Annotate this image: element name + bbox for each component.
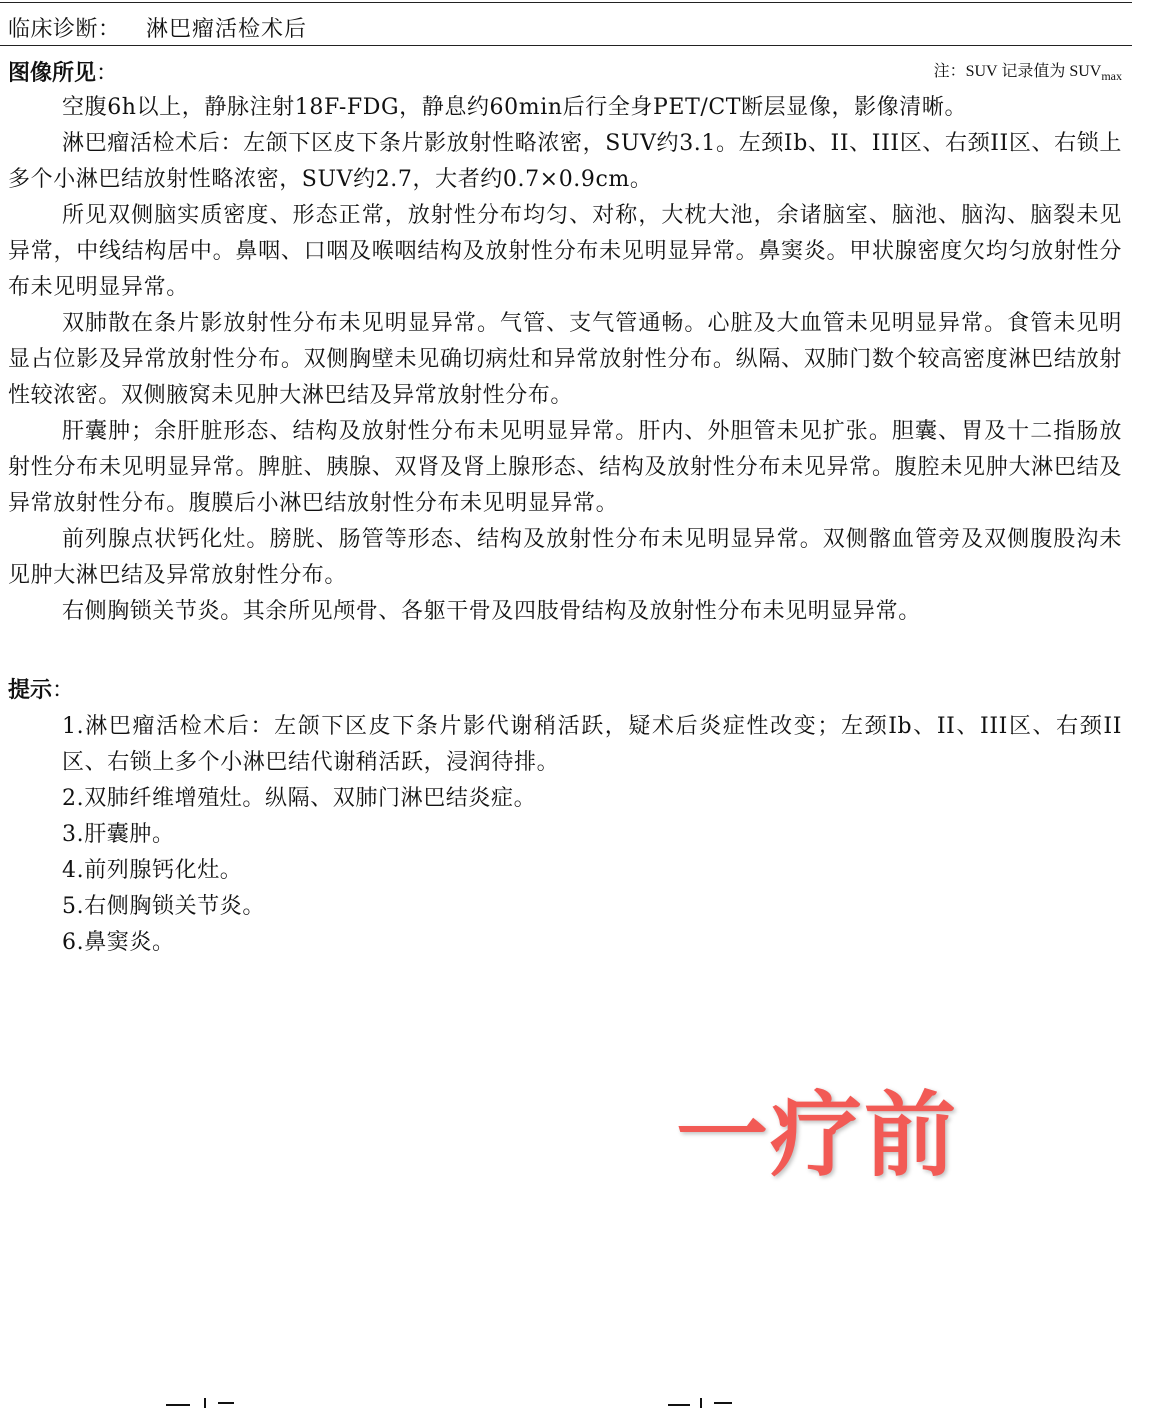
findings-paragraph: 肝囊肿；余肝脏形态、结构及放射性分布未见明显异常。肝内、外胆管未见扩张。胆囊、胃及十二指肠放射性分布未见明显异常。脾脏、胰腺、双肾及肾上腺形态、结构及放射性分布未见异常。腹腔未见肿大淋巴结及异常放射性分布。腹膜后小淋巴结放射性分布未见明显异常。 bbox=[8, 419, 1122, 516]
header-rule bbox=[0, 45, 1132, 46]
clinical-diagnosis-row bbox=[0, 4, 1132, 44]
suv-note bbox=[934, 58, 1122, 84]
findings-heading bbox=[8, 56, 118, 87]
findings-paragraph: 所见双侧脑实质密度、形态正常，放射性分布均匀、对称，大枕大池，余诸脑室、脑池、脑沟、脑裂未见异常，中线结构居中。鼻咽、口咽及喉咽结构及放射性分布未见明显异常。鼻窦炎。甲状腺密度欠均匀放射性分布未见明显异常。 bbox=[8, 203, 1122, 300]
findings-paragraph: 前列腺点状钙化灶。膀胱、肠管等形态、结构及放射性分布未见明显异常。双侧髂血管旁及双侧腹股沟未见肿大淋巴结及异常放射性分布。 bbox=[8, 527, 1122, 588]
hints-heading-colon: ： bbox=[52, 678, 75, 703]
clinical-diagnosis-label: 临床诊断： bbox=[8, 17, 121, 42]
findings-paragraph: 右侧胸锁关节炎。其余所见颅骨、各躯干骨及四肢骨结构及放射性分布未见明显异常。 bbox=[62, 599, 921, 624]
findings-paragraph: 淋巴瘤活检术后：左颌下区皮下条片影放射性略浓密，SUV约3.1。左颈Ib、II、III区、右颈II区、右锁上多个小淋巴结放射性略浓密，SUV约2.7，大者约0.7×0.9cm。 bbox=[8, 131, 1122, 192]
findings-body bbox=[8, 90, 1122, 630]
suv-note-subscript: max bbox=[1101, 69, 1122, 83]
clinical-diagnosis-value: 淋巴瘤活检术后 bbox=[146, 17, 308, 42]
suv-note-text: 注：SUV 记录值为 SUV bbox=[933, 63, 1102, 80]
handwritten-annotation: 一疗前 bbox=[676, 1082, 959, 1189]
findings-heading-text: 图像所见 bbox=[8, 61, 97, 86]
top-rule bbox=[0, 2, 1132, 3]
hint-item: 6.鼻窦炎。 bbox=[62, 930, 175, 955]
hint-item: 2.双肺纤维增殖灶。纵隔、双肺门淋巴结炎症。 bbox=[62, 786, 537, 811]
hint-item: 4.前列腺钙化灶。 bbox=[62, 858, 243, 883]
cropped-fragment-right bbox=[664, 1396, 744, 1408]
hints-heading-text: 提示 bbox=[8, 678, 53, 703]
hint-item: 1.淋巴瘤活检术后：左颌下区皮下条片影代谢稍活跃，疑术后炎症性改变；左颈Ib、II、III区、右颈II区、右锁上多个小淋巴结代谢稍活跃，浸润待排。 bbox=[62, 714, 1122, 775]
hint-item: 5.右侧胸锁关节炎。 bbox=[62, 894, 265, 919]
hints-heading bbox=[8, 673, 74, 704]
findings-paragraph: 空腹6h以上，静脉注射18F-FDG，静息约60min后行全身PET/CT断层显像，影像清晰。 bbox=[62, 95, 968, 120]
hints-list bbox=[56, 709, 1122, 961]
hint-item: 3.肝囊肿。 bbox=[62, 822, 175, 847]
cropped-fragment-left bbox=[160, 1396, 240, 1408]
findings-heading-colon: ： bbox=[96, 61, 119, 86]
findings-paragraph: 双肺散在条片影放射性分布未见明显异常。气管、支气管通畅。心脏及大血管未见明显异常。食管未见明显占位影及异常放射性分布。双侧胸壁未见确切病灶和异常放射性分布。纵隔、双肺门数个较高密度淋巴结放射性较浓密。双侧腋窝未见肿大淋巴结及异常放射性分布。 bbox=[8, 311, 1122, 408]
